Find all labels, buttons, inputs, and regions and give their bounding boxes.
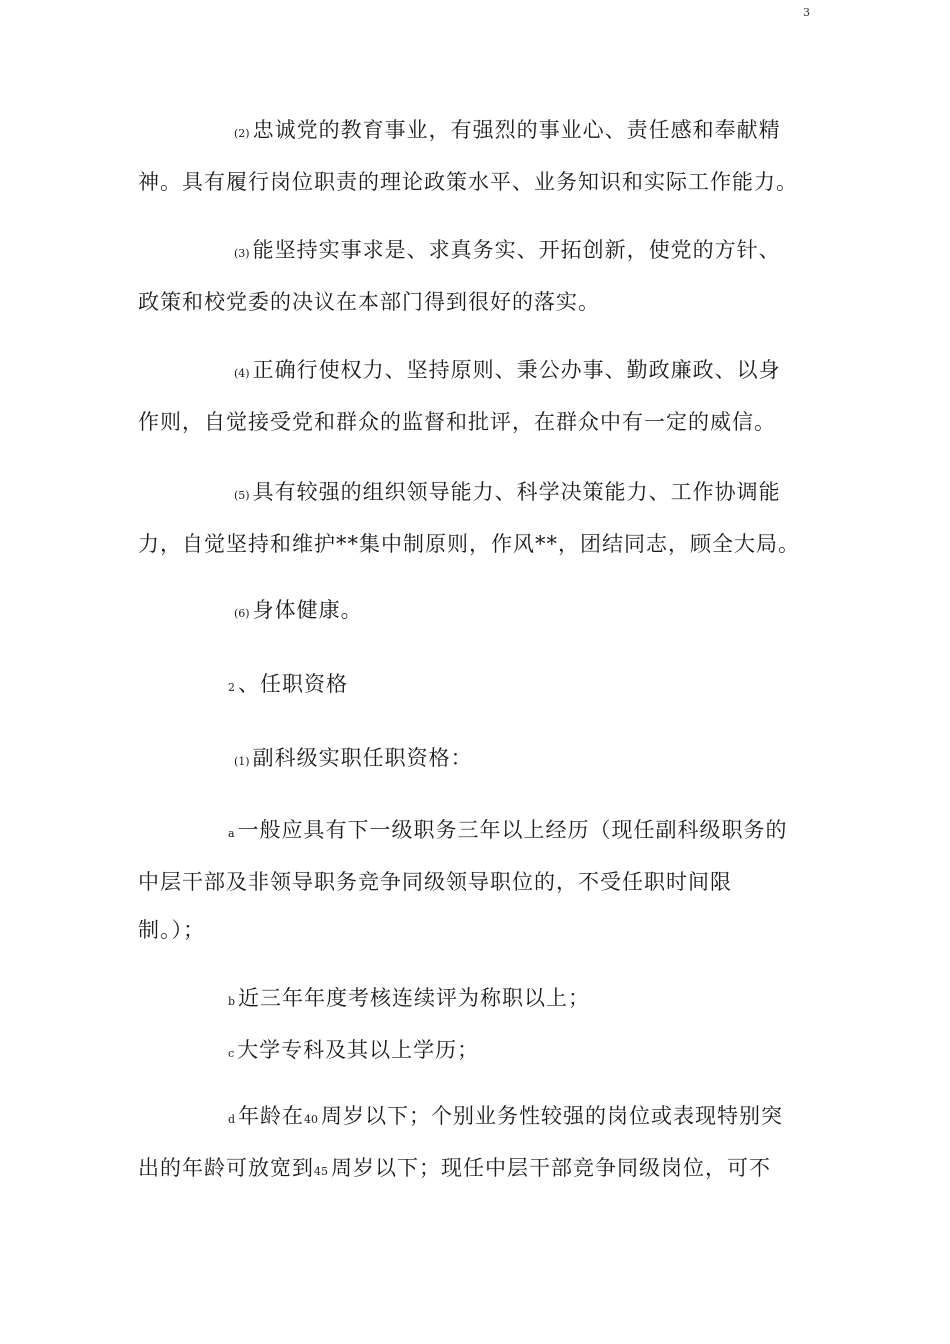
paragraph-text: 能坚持实事求是、求真务实、开拓创新，使党的方针、 [252, 238, 781, 262]
paragraph-6 [138, 586, 818, 638]
list-marker: (4) [234, 367, 250, 380]
item-marker: a [228, 827, 235, 840]
item-line [138, 1026, 818, 1078]
item-text: 周岁以下；现任中层干部竞争同级岗位，可不 [331, 1156, 771, 1180]
item-text: 近三年年度考核连续评为称职以上； [238, 986, 591, 1010]
list-marker: (3) [234, 247, 250, 260]
section-line [138, 660, 818, 712]
item-line [138, 1092, 818, 1144]
item-marker: c [228, 1047, 235, 1060]
paragraph-4 [138, 346, 818, 446]
paragraph-line [138, 106, 818, 158]
paragraph-line: 神。具有履行岗位职责的理论政策水平、业务知识和实际工作能力。 [138, 170, 798, 194]
paragraph-line [138, 586, 818, 638]
paragraph-2 [138, 106, 818, 206]
page-number: 3 [803, 6, 810, 19]
item-a [138, 806, 818, 954]
paragraph-text: 具有较强的组织领导能力、科学决策能力、工作协调能 [252, 480, 781, 504]
item-line: 中层干部及非领导职务竞争同级领导职位的，不受任职时间限 [138, 870, 732, 894]
age-number: 45 [314, 1165, 328, 1178]
item-line [138, 974, 818, 1026]
section-heading [138, 660, 818, 712]
item-line: 制。）； [138, 918, 205, 942]
paragraph-line: 力，自觉坚持和维护**集中制原则，作风**，团结同志，顾全大局。 [138, 532, 800, 556]
list-marker: (5) [234, 489, 250, 502]
paragraph-text: 身体健康。 [252, 598, 363, 622]
age-number: 40 [304, 1113, 319, 1126]
item-line [138, 1144, 818, 1196]
paragraph-line [138, 346, 818, 398]
paragraph-line [138, 468, 818, 520]
item-marker: d [228, 1113, 236, 1126]
section-title: 、任职资格 [238, 672, 348, 696]
item-b [138, 974, 818, 1026]
item-line [138, 806, 818, 858]
item-text: 出的年龄可放宽到 [138, 1156, 314, 1180]
list-marker: (2) [234, 127, 250, 140]
item-d [138, 1092, 818, 1196]
item-text: 年龄在 [238, 1104, 305, 1128]
item-text: 大学专科及其以上学历； [237, 1038, 480, 1062]
subsection-heading [138, 734, 818, 786]
item-text: 周岁以下；个别业务性较强的岗位或表现特别突 [321, 1104, 784, 1128]
list-marker: (1) [234, 755, 250, 768]
paragraph-5 [138, 468, 818, 568]
paragraph-text: 正确行使权力、坚持原则、秉公办事、勤政廉政、以身 [252, 358, 781, 382]
item-c [138, 1026, 818, 1078]
subsection-line [138, 734, 818, 786]
paragraph-text: 忠诚党的教育事业，有强烈的事业心、责任感和奉献精 [252, 118, 781, 142]
subsection-title: 副科级实职任职资格： [252, 746, 473, 770]
item-text: 一般应具有下一级职务三年以上经历（现任副科级职务的 [237, 818, 788, 842]
paragraph-line [138, 226, 818, 278]
paragraph-3 [138, 226, 818, 326]
paragraph-line: 作则，自觉接受党和群众的监督和批评，在群众中有一定的威信。 [138, 410, 776, 434]
list-marker: (6) [234, 607, 250, 620]
section-marker: 2 [228, 681, 235, 694]
item-marker: b [228, 995, 236, 1008]
paragraph-line: 政策和校党委的决议在本部门得到很好的落实。 [138, 290, 600, 314]
